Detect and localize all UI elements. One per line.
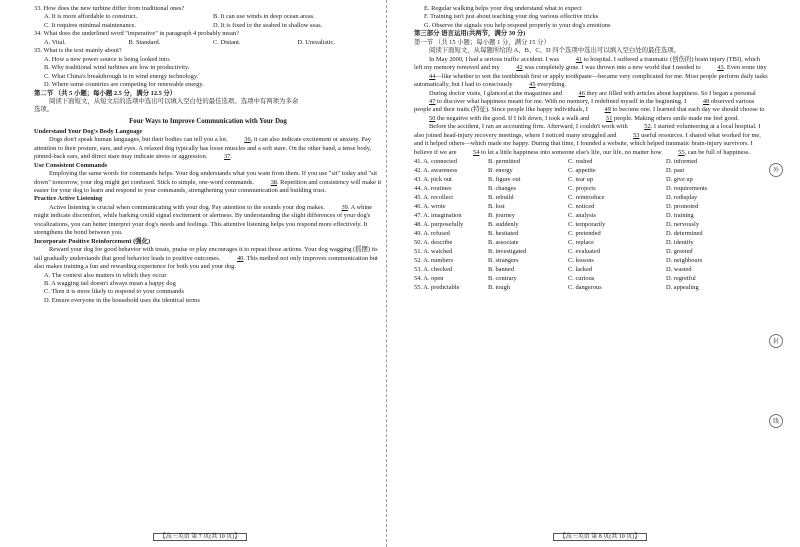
passage-options <box>34 272 382 306</box>
cloze-text: Before the accident, I ran an accounting firm. Afterward, I couldn't work with <box>429 123 630 131</box>
section-2-instruction: 阅读下面短文，从短文后的选项中选出可以填入空白处的最佳选项。选项中有两项为多余 <box>49 97 299 105</box>
page-7-footer: 【高三英语 第 7 页(共 10 页)】 <box>0 534 400 542</box>
blank-36: 36 <box>244 136 251 144</box>
question-35-stem: 35. What is the text mainly about? <box>34 47 122 55</box>
choice-43-b: B. figure out <box>488 176 521 184</box>
choice-41-a: 41. A. connected <box>414 158 457 166</box>
cloze-text: the negative with the good. If I felt down, I took a walk and <box>435 114 592 122</box>
choice-54-d: D. regretful <box>666 274 696 282</box>
cloze-text: everything. <box>535 81 567 89</box>
choice-45-d: D. redisplay <box>666 193 698 201</box>
blank-45: 45 <box>529 81 536 89</box>
passage-option-c: C. Then it is more likely to respond to your commands <box>44 288 184 296</box>
choice-43-c: C. tear up <box>568 176 594 184</box>
blank-51: 51 <box>606 114 613 122</box>
passage-paragraph-3: Active listening is crucial when communicating with your dog. Pay attention to the sounds your dog makes. 39. A whine might indicate discomfort, while barking could signal excitement or alertness. By understanding the slight differences of your dog's vocalizations, you can better interpret your dog's needs and feelings. This attentive listening helps you respond more effectively. It strengthens the bond between you. <box>34 203 373 237</box>
passage-heading-1: Understand Your Dog's Body Language <box>34 127 143 135</box>
q35-option-b: B. Why traditional wind turbines are low in productivity. <box>44 64 190 72</box>
choice-53-a: 53. A. checked <box>414 265 452 273</box>
blank-46: 46 <box>578 89 585 97</box>
choice-51-d: D. greeted <box>666 247 693 255</box>
choice-49-c: C. pretended <box>568 229 601 237</box>
passage-heading-3: Practice Active Listening <box>34 195 103 203</box>
page-divider <box>386 0 387 547</box>
choice-49-d: D. determined <box>666 229 703 237</box>
choice-47-d: D. training <box>666 211 694 219</box>
choice-48-c: C. temporarily <box>568 220 606 228</box>
question-33-stem: 33. How does the new turbine differ from traditional ones? <box>34 5 185 12</box>
blank-38: 38 <box>270 178 277 186</box>
choice-50-a: 50. A. describe <box>414 238 453 246</box>
cloze-text: , can be full of happiness. <box>684 148 751 156</box>
choice-50-c: C. replace <box>568 238 594 246</box>
part-3-heading: 第三部分 语言运用(共两节，满分 30 分) <box>414 30 526 38</box>
q34-option-a: A. Vital. <box>44 38 66 46</box>
blank-47: 47 <box>429 97 436 105</box>
blank-53: 53 <box>633 131 640 139</box>
choice-46-a: 46. A. wrote <box>414 202 446 210</box>
blank-41: 41 <box>575 55 583 63</box>
choice-51-c: C. evaluated <box>568 247 600 255</box>
left-column <box>34 5 382 305</box>
choice-43-d: D. give up <box>666 176 693 184</box>
choice-49-a: 49. A. refused <box>414 229 450 237</box>
choice-41-b: B. permitted <box>488 158 520 166</box>
choice-55-a: 55. A. predictable <box>414 283 460 291</box>
choice-44-d: D. requirements <box>666 185 708 193</box>
choice-51-a: 51. A. watched <box>414 247 453 255</box>
cloze-text: During doctor visits, I glanced at the magazines and <box>429 89 564 97</box>
passage-paragraph-1: Dogs don't speak human languages, but their bodies can tell you a lot. 36, it can also indicate excitement or anxiety. Pay attention to their posture, ears, and eyes. A relaxed dog typically has loose muscles and a soft stare. On the other hand, a tense body, pinned-back ears, and direct stare may indicate stress or aggression. 37. <box>34 136 372 161</box>
choice-54-c: C. curious <box>568 274 595 282</box>
blank-43: 43 <box>717 64 724 72</box>
cloze-text: observed various people and their traits (特征). Since people like happy individuals, I <box>414 97 755 114</box>
choice-52-a: 52. A. numbers <box>414 256 454 264</box>
choice-49-b: B. hesitated <box>488 229 519 237</box>
section-1-instruction: 阅读下面短文，从每题所给的 A、B、C、D 四个选项中选出可以填入空白处的最佳选项。 <box>429 47 681 55</box>
cloze-text: to let a little happiness into someone else's life, our life, no matter how <box>479 148 664 156</box>
q35-option-a: A. How a new power source is being looked into. <box>44 55 171 63</box>
exam-page-8 <box>400 0 800 547</box>
choice-54-b: B. contrary <box>488 274 517 282</box>
choice-52-d: D. neighbours <box>666 256 703 264</box>
choice-45-a: 45. A. recollect <box>414 193 454 201</box>
question-34 <box>34 30 382 47</box>
choice-42-a: 42. A. awareness <box>414 167 458 175</box>
choice-55-d: D. appealing <box>666 283 699 291</box>
choice-42-c: C. appetite <box>568 167 596 175</box>
cloze-paragraph-2 <box>414 90 769 124</box>
passage-heading-4: Incorporate Positive Reinforcement (强化) <box>34 237 151 245</box>
passage-option-a: A. The context also matters in which they occur <box>44 271 167 279</box>
binding-mark-seal: 封 <box>769 334 783 348</box>
question-34-stem: 34. What does the underlined word "imperative" in paragraph 4 probably mean? <box>34 30 239 38</box>
q35-option-d: D. Where some countries are competing for renewable energy. <box>44 81 204 89</box>
choice-44-b: B. changes <box>488 185 517 193</box>
choice-53-c: C. lacked <box>568 265 593 273</box>
passage-option-d: D. Ensure everyone in the household uses the identical terms <box>44 296 200 304</box>
passage-heading-2: Use Consistent Commands <box>34 161 108 169</box>
choice-53-b: B. banned <box>488 265 514 273</box>
cloze-paragraph-3 <box>414 123 769 157</box>
blank-39: 39 <box>341 203 348 211</box>
q35-option-c: C. What China's breakthrough is in wind energy technology. <box>44 72 199 80</box>
q33-option-b: B. It can use winds in deep ocean areas. <box>213 13 315 21</box>
cloze-text: to discover what happiness meant for me. With no memory, I redefined myself in the beginning. I <box>435 97 688 105</box>
choice-47-b: B. journey <box>488 211 515 219</box>
binding-mark-line: 线 <box>769 414 783 428</box>
choice-46-d: D. promoted <box>666 202 699 210</box>
cloze-text: . I started volunteering at a local hospital. I also joined head-injury recovery meetings, where I noticed many struggled and <box>414 123 761 139</box>
blank-37: 37 <box>223 153 231 161</box>
choice-46-c: C. noticed <box>568 202 595 210</box>
choice-41-d: D. informed <box>666 158 698 166</box>
question-35 <box>34 47 382 89</box>
q33-option-a: A. It is more affordable to construct. <box>44 13 138 21</box>
blank-50: 50 <box>429 114 436 122</box>
passage-title: Four Ways to Improve Communication with Your Dog <box>129 117 287 125</box>
choice-54-a: 54. A. open <box>414 274 444 282</box>
choice-48-a: 48. A. purposefully <box>414 220 464 228</box>
choice-48-d: D. nervously <box>666 220 700 228</box>
cloze-text: . Even some tiny <box>723 64 767 72</box>
choice-48-b: B. suddenly <box>488 220 519 228</box>
blank-55: 55 <box>678 148 685 156</box>
section-1-heading: 第一节 （共 15 小题；每小题 1 分，满分 15 分） <box>414 38 550 46</box>
passage-options-cont <box>414 5 769 30</box>
section-2-heading: 第二节 （共 5 小题；每小题 2.5 分，满分 12.5 分） <box>34 89 177 97</box>
choice-52-c: C. lessons <box>568 256 594 264</box>
choice-45-b: B. rebuild <box>488 193 514 201</box>
q34-option-b: B. Standard. <box>128 38 161 46</box>
q33-option-d: D. It is fixed to the seabed in shallow seas. <box>213 21 323 29</box>
cloze-text: In May 2000, I had a serious traffic accident. I was <box>429 55 561 63</box>
binding-mark-outer: 外 <box>769 163 783 177</box>
choice-41-c: C. rushed <box>568 158 593 166</box>
choice-44-a: 44. A. routines <box>414 185 452 193</box>
blank-54: 54 <box>473 148 480 156</box>
cloze-text: was completely gone. I was thrown into a new world that I needed to <box>522 64 703 72</box>
passage-option-b: B. A wagging tail doesn't always mean a happy dog <box>44 280 176 288</box>
choice-47-c: C. analysis <box>568 211 597 219</box>
choice-55-c: C. dangerous <box>568 283 602 291</box>
question-33 <box>34 5 382 30</box>
cloze-text: —like whether to wet the toothbrush first or apply toothpaste—became very complicated for me. Most people perform daily tasks automatically, but I had to consciously <box>414 72 768 89</box>
cloze-text: they are filled with articles about happiness. So I began a personal <box>584 89 756 97</box>
q34-option-d: D. Unrealistic. <box>297 38 335 46</box>
cloze-text: to hospital. I suffered a traumatic (创伤的) brain injury (TBI), which left my memory removed and my <box>414 55 761 72</box>
page-8-footer: 【高三英语 第 8 页(共 10 页)】 <box>400 534 800 542</box>
cloze-text: people. Making others smile made me feel good. <box>612 114 739 122</box>
passage-option-f: F. Training isn't just about teaching your dog various effective tricks <box>424 13 599 21</box>
choice-42-d: D. past <box>666 167 685 175</box>
blank-49: 49 <box>604 106 611 114</box>
choice-44-c: C. projects <box>568 185 596 193</box>
blank-44: 44 <box>429 72 436 80</box>
choice-43-a: 43. A. pick out <box>414 176 452 184</box>
cloze-text: to become one. I learned that each day we should choose to <box>610 106 765 114</box>
choice-46-b: B. lost <box>488 202 505 210</box>
blank-52: 52 <box>644 123 651 131</box>
blank-40: 40 <box>236 254 244 262</box>
cloze-paragraph-1 <box>414 56 769 90</box>
q33-option-c: C. It requires minimal maintenance. <box>44 21 136 29</box>
blank-42: 42 <box>516 64 523 72</box>
choice-47-a: 47. A. imagination <box>414 211 462 219</box>
q34-option-c: C. Distant. <box>213 38 241 46</box>
passage-option-g: G. Observe the signals you help respond properly to your dog's emotions <box>424 21 611 29</box>
choice-42-b: B. energy <box>488 167 513 175</box>
choice-55-b: B. tough <box>488 283 511 291</box>
passage-option-e: E. Regular walking helps your dog understand what to expect <box>424 5 582 12</box>
choice-53-d: D. wasted <box>666 265 692 273</box>
choice-52-b: B. strangers <box>488 256 519 264</box>
choice-50-d: D. identify <box>666 238 694 246</box>
blank-48: 48 <box>702 97 710 105</box>
choice-51-b: B. investigated <box>488 247 527 255</box>
choice-45-c: C. reintroduce <box>568 193 605 201</box>
right-column <box>414 5 769 292</box>
section-2-instruction-cont: 选项。 <box>34 106 54 114</box>
passage-paragraph-2: Employing the same words for commands helps. Your dog understands what you want from them. If you use "sit" today and "sit down" tomorrow, your dog might get confused. Stick to simple, one-word commands. 38. Repetition and consistency will make it easier for your dog to learn and respond to your commands, strengthening your communication and building trust. <box>34 170 382 195</box>
choice-50-b: B. associate <box>488 238 519 246</box>
passage-paragraph-4: Reward your dog for good behavior with treats, praise or play encourages it to repeat those actions. Your dog wagging (摇摆) its tail gradually understands that good behavior leads to positive outcomes. 40. This method not only improves communication but also makes training a fun and rewarding experience for both you and your dog. <box>34 246 378 271</box>
cloze-text: useful resources. I shared what worked for me, and it helped others—which made me happy. During that time, I founded a website, which helped traumatic brain-injury survivors. I believe if we are <box>414 131 761 156</box>
cloze-choices <box>414 158 769 292</box>
